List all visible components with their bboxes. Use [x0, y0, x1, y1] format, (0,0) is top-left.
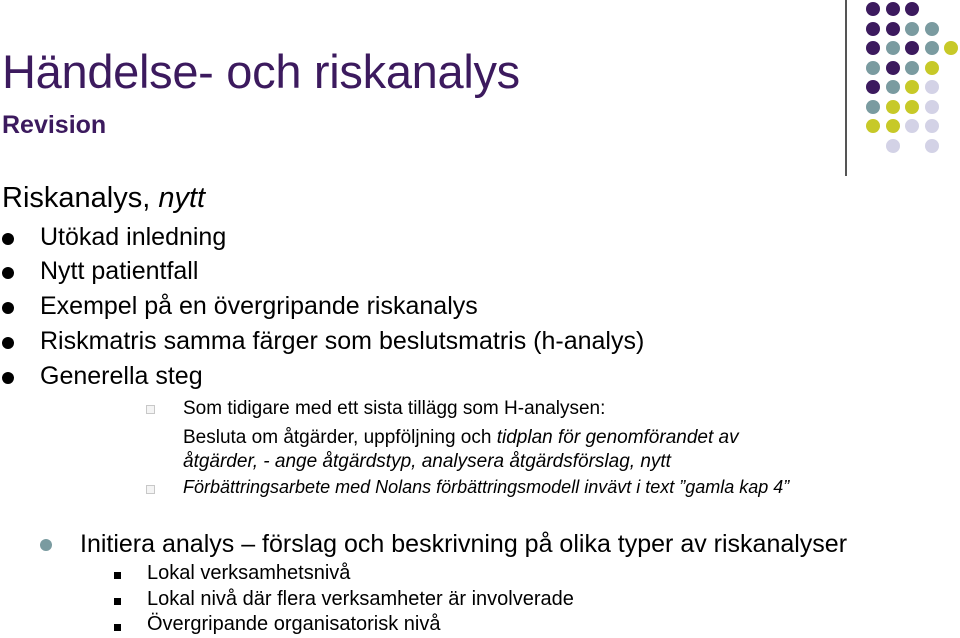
decor-dot [925, 100, 939, 114]
sub-list-item-continuation: åtgärder, - ange åtgärdstyp, analysera åtgärdsförslag, nytt [183, 451, 671, 472]
decor-dot [866, 80, 880, 94]
decor-dot [866, 61, 880, 75]
list-item: Lokal nivå där flera verksamheter är involverade [147, 588, 574, 610]
decor-dot [886, 41, 900, 55]
sub-bullet-square [146, 485, 155, 494]
bullet-square [114, 598, 121, 605]
decor-dot [905, 2, 919, 16]
section-heading-text: Riskanalys, [2, 182, 151, 214]
decor-dot [925, 22, 939, 36]
decor-dot [905, 61, 919, 75]
decor-dot [886, 139, 900, 153]
list-item: Utökad inledning [40, 223, 227, 251]
list-item: Initiera analys – förslag och beskrivning på olika typer av riskanalyser [80, 530, 848, 558]
decor-dot [886, 100, 900, 114]
list-item: Nytt patientfall [40, 257, 199, 285]
decor-dot [905, 100, 919, 114]
decor-dot [925, 61, 939, 75]
decor-dot [886, 80, 900, 94]
bullet-dot [2, 267, 14, 279]
bullet-square [114, 624, 121, 631]
divider-line [845, 0, 847, 176]
decor-dot [866, 22, 880, 36]
sub-list-item-continuation [183, 427, 739, 449]
decor-dot [886, 119, 900, 133]
continuation-text: Besluta om åtgärder, uppföljning och [183, 427, 492, 448]
decor-dot [905, 80, 919, 94]
section-heading-tag: nytt [158, 182, 206, 214]
decor-dot [925, 139, 939, 153]
bullet-dot [2, 372, 14, 384]
sub-list-item: Som tidigare med ett sista tillägg som H-analysen: [183, 398, 606, 419]
decor-dot [925, 119, 939, 133]
decor-dot [925, 41, 939, 55]
sub-list-item: Förbättringsarbete med Nolans förbättringsmodell invävt i text ”gamla kap 4” [183, 477, 790, 497]
decor-dot [905, 119, 919, 133]
bullet-square [114, 572, 121, 579]
continuation-italic-text: tidplan för genomförandet av [496, 427, 739, 448]
list-item: Exempel på en övergripande riskanalys [40, 292, 478, 320]
list-item: Lokal verksamhetsnivå [147, 562, 351, 584]
sub-bullet-square [146, 405, 155, 414]
decor-dot [925, 80, 939, 94]
decor-dot [886, 22, 900, 36]
list-item: Generella steg [40, 362, 203, 390]
decor-dot [905, 41, 919, 55]
section-heading [2, 182, 205, 215]
bullet-dot [40, 539, 52, 551]
decorative-dot-grid [866, 2, 956, 152]
list-item: Riskmatris samma färger som beslutsmatris (h-analys) [40, 327, 645, 355]
decor-dot [886, 2, 900, 16]
page-subtitle: Revision [2, 111, 107, 139]
bullet-dot [2, 302, 14, 314]
list-item: Övergripande organisatorisk nivå [147, 613, 441, 635]
decor-dot [944, 41, 958, 55]
decor-dot [866, 100, 880, 114]
bullet-dot [2, 337, 14, 349]
decor-dot [905, 22, 919, 36]
page-title: Händelse- och riskanalys [2, 45, 520, 98]
bullet-dot [2, 233, 14, 245]
decor-dot [886, 61, 900, 75]
decor-dot [866, 41, 880, 55]
decor-dot [866, 2, 880, 16]
decor-dot [866, 119, 880, 133]
